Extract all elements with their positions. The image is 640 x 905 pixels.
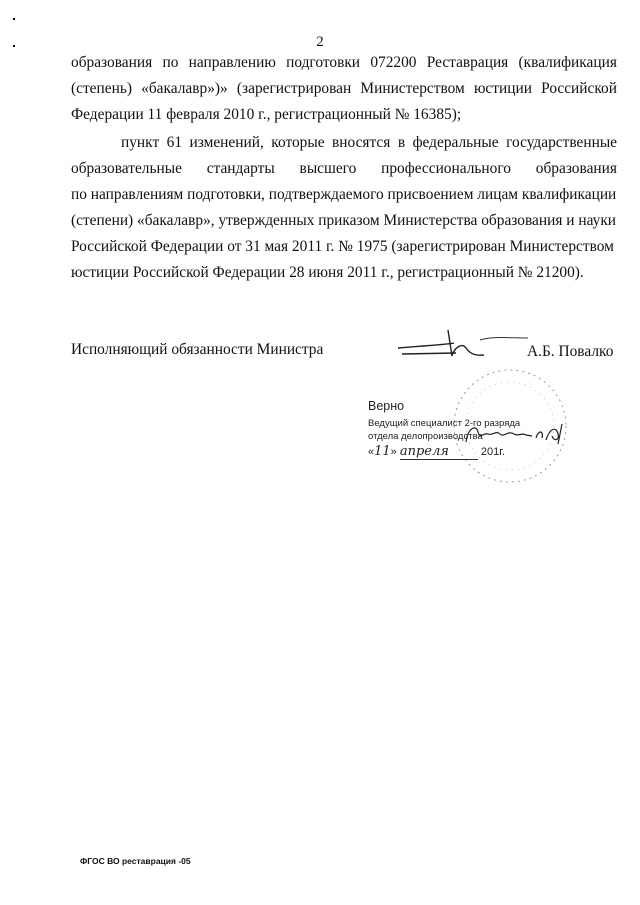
date-close-quote: » <box>390 446 397 458</box>
word: (квалификация <box>518 54 617 71</box>
word: образования <box>71 54 153 71</box>
footer-code: ФГОС ВО реставрация -05 <box>80 856 191 866</box>
word: изменений, <box>189 134 264 151</box>
word: федеральные <box>412 134 499 151</box>
paragraph-line: по направлениям подготовки, подтверждаемого присвоением лицам квалификации <box>71 186 617 203</box>
date-open-quote: « <box>368 446 375 458</box>
certification-date <box>368 444 505 460</box>
page-number: 2 <box>316 34 324 50</box>
word: «бакалавр»)» <box>141 80 228 97</box>
word: которые <box>271 134 325 151</box>
word: 072200 <box>370 54 417 71</box>
date-month: апреля <box>400 444 478 460</box>
word: Российской <box>541 80 617 97</box>
paragraph-line: Российской Федерации от 31 мая 2011 г. № 1975 (зарегистрирован Министерством <box>71 238 614 255</box>
certification-department: отдела делопроизводства <box>368 431 483 442</box>
paragraph-line <box>71 53 617 75</box>
paragraph-line: (степени) «бакалавр», утвержденных приказом Министерства образования и науки <box>71 212 617 229</box>
certification-verno: Верно <box>368 399 405 413</box>
word: Реставрация <box>426 54 509 71</box>
word: высшего <box>299 160 357 177</box>
word: государственные <box>506 134 617 151</box>
word: пункт <box>121 134 160 151</box>
word: направлению <box>188 54 276 71</box>
paragraph-line <box>121 133 617 155</box>
signer-name: А.Б. Повалко <box>527 343 614 360</box>
paragraph-line: Федерации 11 февраля 2010 г., регистрационный № 16385); <box>71 106 462 123</box>
word: (зарегистрирован <box>236 80 352 97</box>
scan-mark <box>13 18 15 20</box>
word: 61 <box>166 134 183 151</box>
word: стандарты <box>206 160 275 177</box>
word: образовательные <box>71 160 182 177</box>
word: профессионального <box>381 160 511 177</box>
date-day: 11 <box>374 444 391 459</box>
date-year-suffix: г. <box>499 446 506 458</box>
word: (степень) <box>71 80 132 97</box>
handwritten-signature <box>392 326 532 362</box>
word: Министерством <box>360 80 465 97</box>
word: юстиции <box>473 80 532 97</box>
word: образования <box>535 160 617 177</box>
signer-title: Исполняющий обязанности Министра <box>71 341 324 358</box>
paragraph-line <box>71 159 617 181</box>
word: в <box>397 134 406 151</box>
date-year-prefix: 201 <box>480 446 500 458</box>
paragraph-line: юстиции Российской Федерации 28 июня 2011 г., регистрационный № 21200). <box>71 264 584 281</box>
word: вносятся <box>332 134 391 151</box>
word: по <box>162 54 179 71</box>
paragraph-line <box>71 79 617 101</box>
word: подготовки <box>286 54 361 71</box>
certification-position: Ведущий специалист 2-го разряда <box>368 418 521 429</box>
